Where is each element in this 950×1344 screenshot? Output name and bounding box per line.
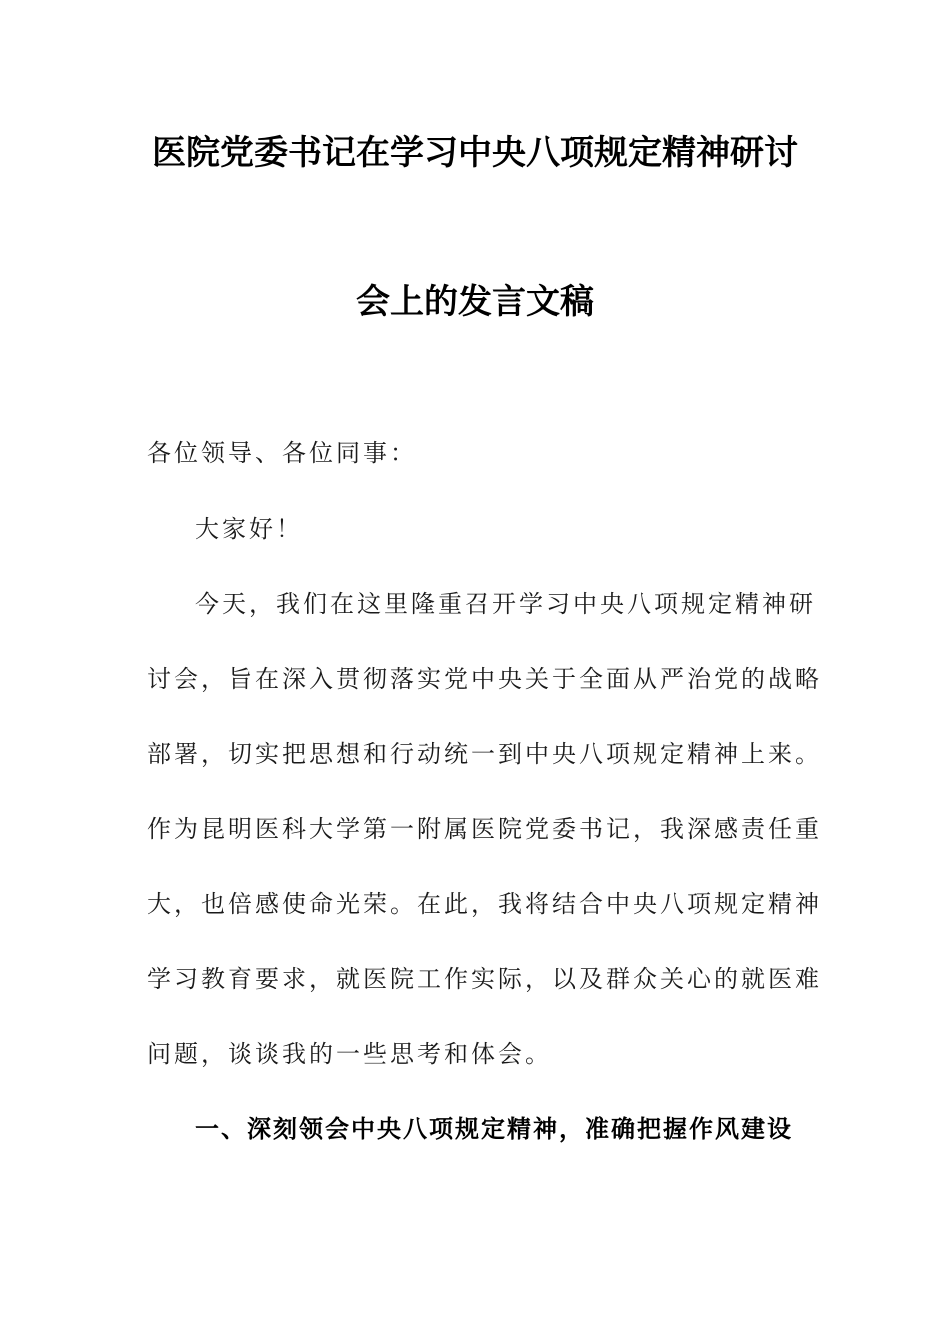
paragraph-line: 作为昆明医科大学第一附属医院党委书记，我深感责任重 — [147, 815, 822, 843]
document-title-line-1: 医院党委书记在学习中央八项规定精神研讨 — [152, 133, 798, 173]
document-title-line-2: 会上的发言文稿 — [356, 282, 594, 322]
paragraph-line: 大，也倍感使命光荣。在此，我将结合中央八项规定精神 — [147, 890, 822, 918]
paragraph-line: 问题，谈谈我的一些思考和体会。 — [147, 1040, 552, 1068]
salutation: 各位领导、各位同事： — [147, 439, 417, 467]
greeting: 大家好！ — [195, 515, 303, 543]
paragraph-line: 部署，切实把思想和行动统一到中央八项规定精神上来。 — [147, 740, 822, 768]
paragraph-line: 讨会，旨在深入贯彻落实党中央关于全面从严治党的战略 — [147, 665, 822, 693]
section-heading: 一、深刻领会中央八项规定精神，准确把握作风建设 — [195, 1115, 793, 1143]
paragraph-line: 今天，我们在这里隆重召开学习中央八项规定精神研 — [195, 590, 816, 618]
paragraph-line: 学习教育要求，就医院工作实际，以及群众关心的就医难 — [147, 965, 822, 993]
